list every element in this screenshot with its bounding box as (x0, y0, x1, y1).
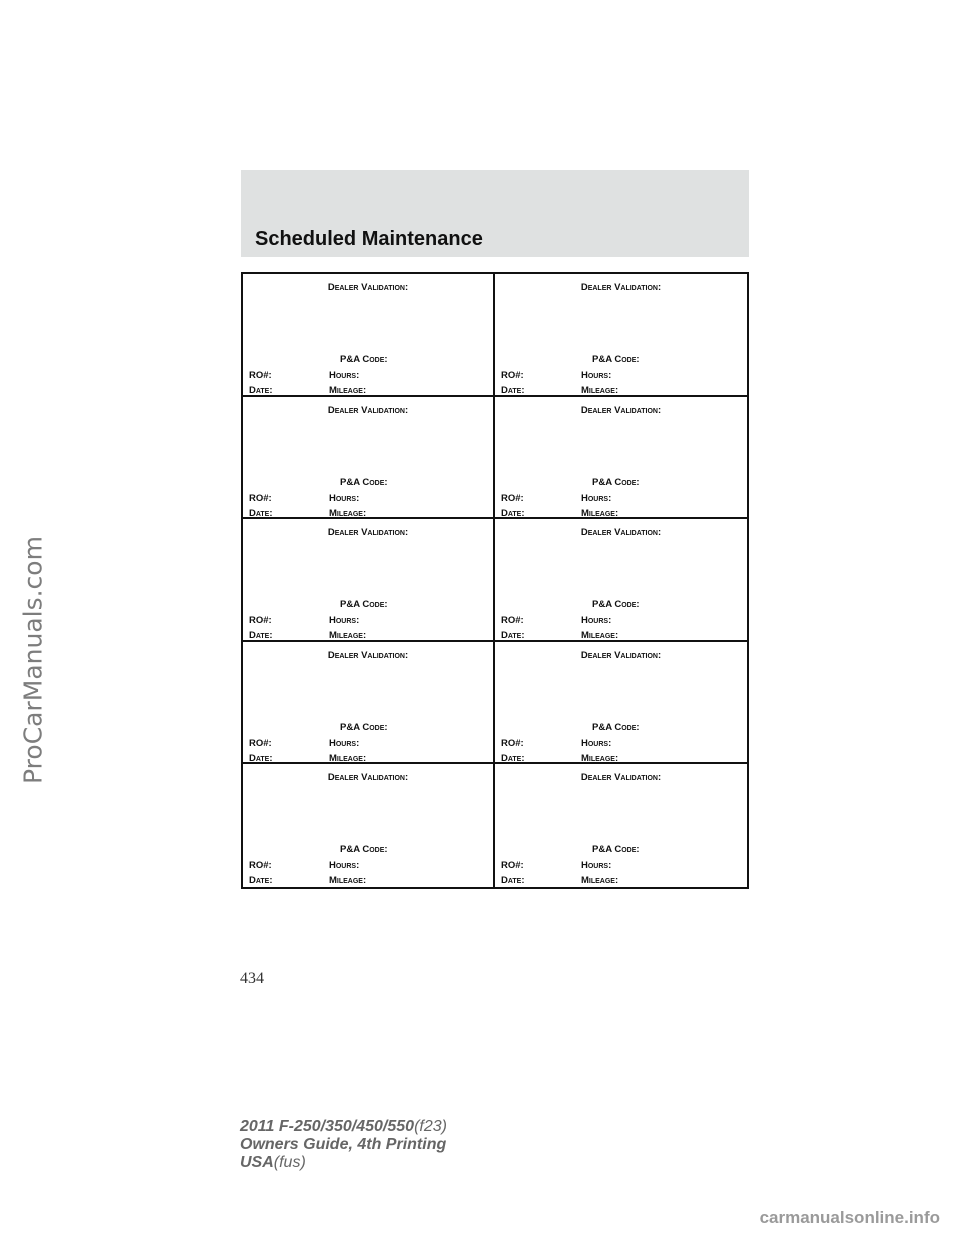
brand-watermark: carmanualsonline.info (759, 1208, 940, 1227)
ro-label: RO#: (249, 615, 272, 627)
pa-code-label: P&A Code: (592, 844, 640, 856)
validation-grid (241, 272, 749, 889)
validation-cell[interactable] (243, 764, 495, 887)
date-label: Date: (249, 875, 273, 887)
mileage-label: Mileage: (581, 507, 619, 519)
validation-cell[interactable] (495, 519, 747, 642)
ro-label: RO#: (501, 370, 524, 381)
watermark (0, 290, 68, 1030)
footer-model: 2011 F-250/350/450/550 (240, 1118, 415, 1135)
ro-label: RO#: (501, 492, 524, 504)
ro-label: RO#: (501, 737, 524, 749)
dealer-validation-label: Dealer Validation: (580, 527, 662, 539)
validation-cell[interactable] (495, 764, 747, 887)
hours-label: Hours: (329, 615, 360, 627)
hours-label: Hours: (581, 860, 612, 872)
mileage-label: Mileage: (329, 875, 367, 887)
hours-label: Hours: (581, 370, 612, 381)
ro-label: RO#: (249, 492, 272, 504)
footer-code: (f23) (414, 1118, 447, 1135)
section-title: Scheduled Maintenance (255, 228, 483, 250)
date-label: Date: (501, 752, 525, 764)
mileage-label: Mileage: (581, 752, 619, 764)
date-label: Date: (501, 385, 525, 396)
dealer-validation-label: Dealer Validation: (327, 772, 409, 784)
validation-cell[interactable] (495, 642, 747, 765)
pa-code-label: P&A Code: (592, 721, 640, 733)
dealer-validation-label: Dealer Validation: (327, 282, 409, 293)
pa-code-label: P&A Code: (340, 354, 388, 365)
hours-label: Hours: (329, 737, 360, 749)
hours-label: Hours: (329, 370, 360, 381)
hours-label: Hours: (581, 737, 612, 749)
validation-cell[interactable] (243, 642, 495, 765)
hours-label: Hours: (329, 860, 360, 872)
date-label: Date: (249, 752, 273, 764)
ro-label: RO#: (249, 860, 272, 872)
mileage-label: Mileage: (581, 875, 619, 887)
ro-label: RO#: (249, 370, 272, 381)
date-label: Date: (501, 875, 525, 887)
dealer-validation-label: Dealer Validation: (580, 649, 662, 661)
mileage-label: Mileage: (329, 385, 367, 396)
pa-code-label: P&A Code: (592, 354, 640, 365)
pa-code-label: P&A Code: (592, 476, 640, 488)
mileage-label: Mileage: (581, 385, 619, 396)
hours-label: Hours: (329, 492, 360, 504)
mileage-label: Mileage: (329, 507, 367, 519)
mileage-label: Mileage: (581, 630, 619, 642)
pa-code-label: P&A Code: (340, 599, 388, 611)
dealer-validation-label: Dealer Validation: (580, 282, 662, 293)
mileage-label: Mileage: (329, 630, 367, 642)
dealer-validation-label: Dealer Validation: (327, 404, 409, 416)
footer-guide: Owners Guide, 4th Printing (240, 1136, 447, 1153)
pa-code-label: P&A Code: (340, 476, 388, 488)
footer-info (240, 1118, 447, 1172)
footer-market: USA (240, 1154, 274, 1171)
validation-cell[interactable] (243, 274, 495, 397)
pa-code-label: P&A Code: (340, 844, 388, 856)
validation-cell[interactable] (495, 397, 747, 520)
pa-code-label: P&A Code: (340, 721, 388, 733)
pa-code-label: P&A Code: (592, 599, 640, 611)
validation-cell[interactable] (243, 397, 495, 520)
dealer-validation-label: Dealer Validation: (327, 649, 409, 661)
hours-label: Hours: (581, 615, 612, 627)
date-label: Date: (249, 385, 273, 396)
section-header (241, 170, 749, 257)
ro-label: RO#: (501, 615, 524, 627)
ro-label: RO#: (501, 860, 524, 872)
dealer-validation-label: Dealer Validation: (580, 404, 662, 416)
ro-label: RO#: (249, 737, 272, 749)
date-label: Date: (249, 630, 273, 642)
dealer-validation-label: Dealer Validation: (580, 772, 662, 784)
page-number: 434 (240, 970, 264, 987)
hours-label: Hours: (581, 492, 612, 504)
validation-cell[interactable] (243, 519, 495, 642)
dealer-validation-label: Dealer Validation: (327, 527, 409, 539)
date-label: Date: (501, 507, 525, 519)
validation-cell[interactable] (495, 274, 747, 397)
watermark-text: ProCarManuals.com (18, 536, 48, 784)
mileage-label: Mileage: (329, 752, 367, 764)
date-label: Date: (501, 630, 525, 642)
footer-market-code: (fus) (273, 1154, 306, 1171)
date-label: Date: (249, 507, 273, 519)
